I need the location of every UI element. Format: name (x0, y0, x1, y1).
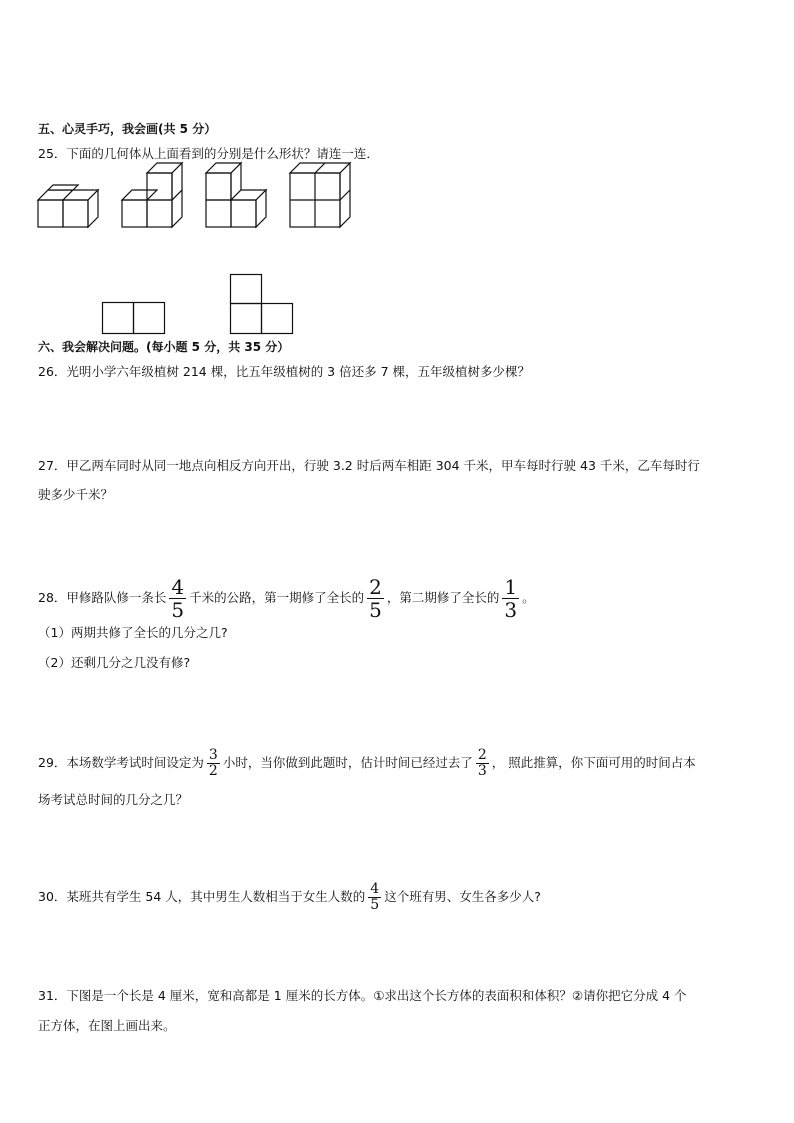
fraction-2-5: $\frac{2}{5}$ (369, 575, 382, 622)
fraction-1-3: $\frac{1}{3}$ (504, 575, 518, 622)
question-25: 25．下面的几何体从上面看到的分别是什么形状？请连一连． (38, 146, 379, 161)
solid-figure-1 (38, 186, 100, 228)
question-30 (38, 878, 541, 916)
question-31-line-2: 正方体，在图上画出来。 (38, 1018, 176, 1033)
solid-figure-2 (122, 170, 184, 228)
solid-figure-3 (206, 170, 268, 228)
solid-figure-4 (290, 170, 352, 228)
q29-mid1: 小时，当你做到此题时，估计时间已经过去了 (222, 755, 473, 770)
cube-bottom-left (122, 190, 157, 227)
q29-prefix: 29．本场数学考试时间设定为 (38, 755, 204, 770)
section-5-title: 五、心灵手巧，我会画(共 5 分） (38, 122, 217, 136)
q30-prefix: 30．某班共有学生 54 人，其中男生人数相当于女生人数的 (38, 889, 366, 904)
q30-end: 这个班有男、女生各多少人? (384, 889, 541, 904)
top-view-shape-1 (102, 302, 166, 335)
q28-end: 。 (522, 590, 535, 605)
top-view-shape-2 (230, 274, 294, 335)
question-28-sub-2: （2）还剩几分之几没有修? (38, 655, 191, 670)
question-29-line-1 (38, 744, 696, 782)
question-28-sub-1: （1）两期共修了全长的几分之几? (38, 625, 228, 640)
question-31-line-1: 31．下图是一个长是 4 厘米，宽和高都是 1 厘米的长方体。①求出这个长方体的表面积和体积？②请你把它分成 4 个 (38, 988, 687, 1003)
fraction-4-5: $\frac{4}{5}$ (171, 575, 185, 622)
question-28 (38, 576, 535, 621)
q28-mid2: ，第二期修了全长的 (386, 590, 500, 605)
question-27-line-2: 驶多少千米？ (38, 487, 114, 502)
question-26: 26．光明小学六年级植树 214 棵，比五年级植树的 3 倍还多 7 棵，五年级植树多少棵？ (38, 364, 531, 379)
section-6-title: 六、我会解决问题。(每小题 5 分，共 35 分） (38, 340, 290, 354)
q28-prefix: 28．甲修路队修一条长 (38, 590, 167, 605)
question-29-line-2: 场考试总时间的几分之几？ (38, 792, 189, 807)
cube-bottom-right (231, 190, 266, 227)
fraction-3-2: $\frac{3}{2}$ (208, 747, 218, 779)
cube-bottom-left (206, 200, 231, 227)
question-27-line-1: 27．甲乙两车同时从同一地点向相反方向开出，行驶 3.2 时后两车相距 304 千米，甲车每时行驶 43 千米，乙车每时行 (38, 458, 700, 473)
cube-right (63, 190, 98, 227)
q29-mid2: ， 照此推算，你下面可用的时间占本 (491, 755, 696, 770)
fraction-2-3: $\frac{2}{3}$ (477, 747, 487, 779)
q28-mid1: 千米的公路，第一期修了全长的 (189, 590, 365, 605)
fraction-4-5-small: $\frac{4}{5}$ (370, 881, 380, 913)
